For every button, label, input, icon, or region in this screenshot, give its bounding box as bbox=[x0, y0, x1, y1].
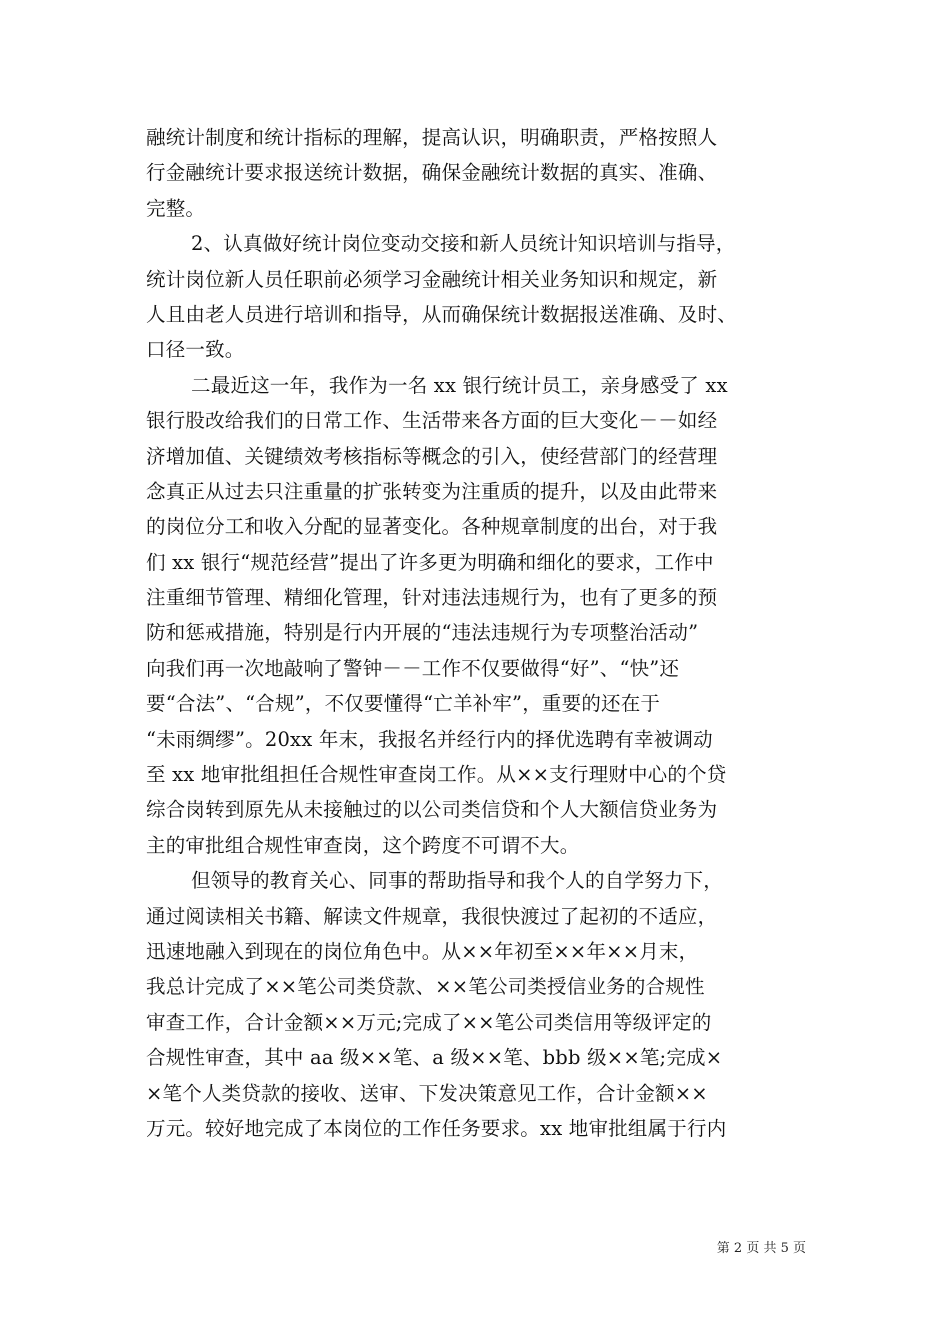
text-line: 合规性审查，其中 aa 级××笔、a 级××笔、bbb 级××笔;完成× bbox=[146, 1046, 723, 1070]
text-line: 综合岗转到原先从未接触过的以公司类信贷和个人大额信贷业务为 bbox=[146, 798, 718, 822]
paragraph-start-line: 2、认真做好统计岗位变动交接和新人员统计知识培训与指导， bbox=[191, 232, 736, 256]
text-line: 要“合法”、“合规”，不仅要懂得“亡羊补牢”，重要的还在于 bbox=[146, 692, 661, 716]
text-line: ×笔个人类贷款的接收、送审、下发决策意见工作，合计金额×× bbox=[146, 1081, 708, 1105]
text-line: 行金融统计要求报送统计数据，确保金融统计数据的真实、准确、 bbox=[146, 161, 718, 185]
text-line: “未雨绸缪”。20xx 年末，我报名并经行内的择优选聘有幸被调动 bbox=[146, 727, 713, 751]
text-line: 至 xx 地审批组担任合规性审查岗工作。从××支行理财中心的个贷 bbox=[146, 763, 727, 787]
text-line: 的岗位分工和收入分配的显著变化。各种规章制度的出台，对于我 bbox=[146, 515, 718, 539]
text-line: 口径一致。 bbox=[146, 338, 245, 362]
text-line: 我总计完成了××笔公司类贷款、××笔公司类授信业务的合规性 bbox=[146, 975, 705, 999]
text-line: 银行股改给我们的日常工作、生活带来各方面的巨大变化－－如经 bbox=[146, 409, 718, 433]
text-line: 人且由老人员进行培训和指导，从而确保统计数据报送准确、及时、 bbox=[146, 302, 738, 326]
text-line: 审查工作，合计金额××万元;完成了××笔公司类信用等级评定的 bbox=[146, 1010, 712, 1034]
text-line: 完整。 bbox=[146, 196, 206, 220]
text-line: 融统计制度和统计指标的理解，提高认识，明确职责，严格按照人 bbox=[146, 126, 718, 149]
text-line: 向我们再一次地敲响了警钟－－工作不仅要做得“好”、“快”还 bbox=[146, 656, 680, 680]
text-line: 通过阅读相关书籍、解读文件规章，我很快渡过了起初的不适应， bbox=[146, 904, 718, 928]
text-line: 万元。较好地完成了本岗位的工作任务要求。xx 地审批组属于行内 bbox=[146, 1116, 727, 1140]
paragraph-start-line: 但领导的教育关心、同事的帮助指导和我个人的自学努力下， bbox=[191, 869, 723, 893]
text-line: 们 xx 银行“规范经营”提出了许多更为明确和细化的要求，工作中 bbox=[146, 550, 714, 574]
text-line: 统计岗位新人员任职前必须学习金融统计相关业务知识和规定，新 bbox=[146, 267, 718, 291]
page-number: 第 2 页 共 5 页 bbox=[716, 1241, 806, 1256]
text-line: 防和惩戒措施，特别是行内开展的“违法违规行为专项整治活动” bbox=[146, 621, 699, 645]
text-line: 济增加值、关键绩效考核指标等概念的引入，使经营部门的经营理 bbox=[146, 444, 718, 468]
text-line: 念真正从过去只注重量的扩张转变为注重质的提升，以及由此带来 bbox=[146, 479, 718, 503]
text-line: 迅速地融入到现在的岗位角色中。从××年初至××年××月末， bbox=[146, 939, 699, 963]
text-line: 主的审批组合规性审查岗，这个跨度不可谓不大。 bbox=[146, 833, 580, 857]
body-text bbox=[146, 120, 806, 1146]
paragraph-start-line: 二最近这一年，我作为一名 xx 银行统计员工，亲身感受了 xx bbox=[191, 373, 728, 397]
text-line: 注重细节管理、精细化管理，针对违法违规行为，也有了更多的预 bbox=[146, 586, 718, 610]
